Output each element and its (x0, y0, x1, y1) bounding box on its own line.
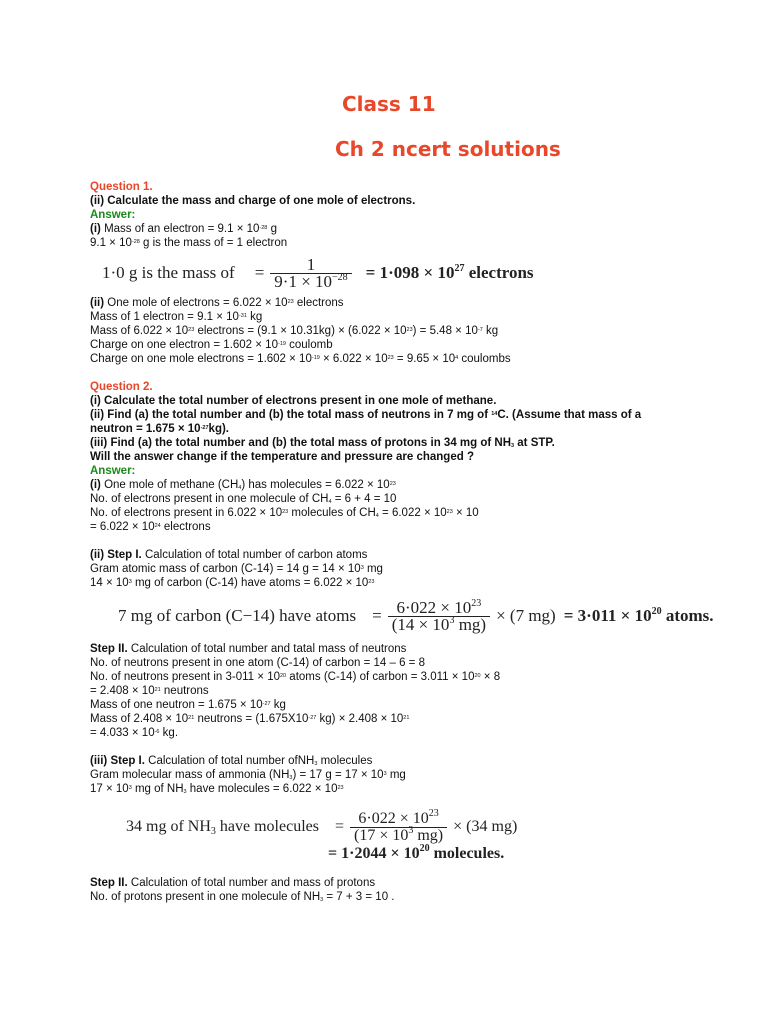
answer-line: Charge on one electron = $1.602 \times 10^{-19}$ coulomb (90, 339, 333, 351)
answer-line: Step II. Calculation of total number and tatal mass of neutrons (90, 643, 407, 655)
question-1-label: Question 1. (90, 181, 153, 193)
answer-2-label: Answer: (90, 465, 136, 477)
answer-line: $9.1 \times 10^{-28}$ g is the mass of = 1 electron (90, 237, 288, 249)
question-2-text: Will the answer change if the temperature and pressure are changed ? (90, 451, 474, 463)
answer-line: Gram atomic mass of carbon (C-14) = 14 $g = 14 \times 10^3$ mg (90, 563, 383, 575)
answer-line: = $6.022 \times 10^{24}$ electrons (90, 521, 211, 533)
page-subtitle: Ch 2 ncert solutions (335, 137, 561, 161)
answer-line: Mass of $2.408 \times 10^{21}$ neutrons = ($1.675X10^{-27}$ $kg) \times 2.408 \times 10^{21}$ (90, 713, 410, 725)
answer-line: (ii) Step I. Calculation of total number of carbon atoms (90, 549, 368, 561)
answer-line: No. of neutrons present in one atom (C-14) of carbon = 14 – 6 = 8 (90, 657, 425, 669)
question-2-label: Question 2. (90, 381, 153, 393)
question-2-text: neutron = $1.675 \times 10^{-27}kg$). (90, 423, 229, 435)
answer-line: (ii) One mole of electrons = $6.022 \times 10^{23}$ electrons (90, 297, 344, 309)
answer-line: No. of neutrons present in $3-011 \times 10^{20}$ atoms (C-14) of carbon = $3.011 \times 10^{20} \times 8$ (90, 671, 501, 683)
answer-line: $14 \times 10^3$ mg of carbon (C-14) have atoms = $6.022 \times 10^{23}$ (90, 577, 375, 589)
answer-line: = $4.033 \times 10^{-6}$ kg. (90, 727, 179, 739)
answer-line: No. of electrons present in one molecule of $CH_4 = 6 + 4 = 10$ (90, 493, 397, 505)
answer-line: Mass of one neutron = $1.675 \times 10^{-27}$ kg (90, 699, 286, 711)
answer-line: $17 \times 10^3$ mg of $NH_3$ have molecules = $6.022 \times 10^{23}$ (90, 783, 344, 795)
answer-line: (iii) Step I. Calculation of total number ofNH$_3$ molecules (90, 755, 373, 767)
answer-line: (i) One mole of methane $(CH_4)$ has molecules = $6.022 \times 10^{23}$ (90, 479, 396, 491)
answer-line: Charge on one mole electrons = $1.602 \times 10^{-19} \times 6.022 \times 10^{23} = 9.65 \times 10^4$ coulombs (90, 353, 511, 365)
question-2-text: (iii) Find (a) the total number and (b) the total mass of protons in 34 mg of $NH_3$ at STP. (90, 437, 555, 449)
answer-line: Mass of $6.022 \times 10^{23}$ electrons = $(9.1 \times 10.31kg) \times (6.022 \times 10^{23}) = 5.48 \times 10^{-7}$ kg (90, 325, 499, 337)
answer-line: = $2.408 \times 10^{21}$ neutrons (90, 685, 209, 697)
answer-line: Step II. Calculation of total number and mass of protons (90, 877, 376, 889)
formula-image-1: 1·0 g is the mass of = $\frac{1}{9\cdot 1 \times 10^{-28}}$ = $1\cdot 098 \times 10^{27}$ electrons (102, 254, 534, 291)
answer-line: Gram molecular mass of ammonia $(NH_3) = 17$ $g = 17 \times 10^3$ mg (90, 769, 406, 781)
answer-line: No. of protons present in one molecule of $NH_3 = 7 + 3 = 10$ . (90, 891, 395, 903)
formula-image-2: 7 mg of carbon (C−14) have atoms = $\frac{6\cdot 022 \times 10^{23}}{(14 \times 10^3 mg)}$ × (7 mg) = $3\cdot 011 \times 10^{20}$ atoms. (118, 597, 714, 634)
page-title: Class 11 (342, 92, 436, 116)
answer-1-label: Answer: (90, 209, 136, 221)
formula-image-3: 34 mg of $NH_3$ have molecules = $\frac{6\cdot 022 \times 10^{23}}{(17 \times 10^3 mg)}$ × (34 mg) = $1\cdot 2044 \times 10^{20}$ molecules. (126, 807, 518, 862)
answer-line: No. of electrons present in $6.022 \times 10^{23}$ molecules of $CH_4 = 6.022 \times 10^{23} \times 10$ (90, 507, 479, 519)
document-body (90, 180, 714, 904)
question-2-text: (i) Calculate the total number of electrons present in one mole of methane. (90, 395, 497, 407)
question-2-text: (ii) Find (a) the total number and (b) the total mass of neutrons in 7 mg of $^{14}$C. (Assume that mass of a (90, 409, 642, 421)
answer-line: (i) Mass of an electron = $9.1 \times 10^{-28}$ g (90, 223, 277, 235)
answer-line: Mass of 1 electron = $9.1 \times 10^{-31}$ kg (90, 311, 263, 323)
question-1-text: (ii) Calculate the mass and charge of one mole of electrons. (90, 195, 416, 207)
